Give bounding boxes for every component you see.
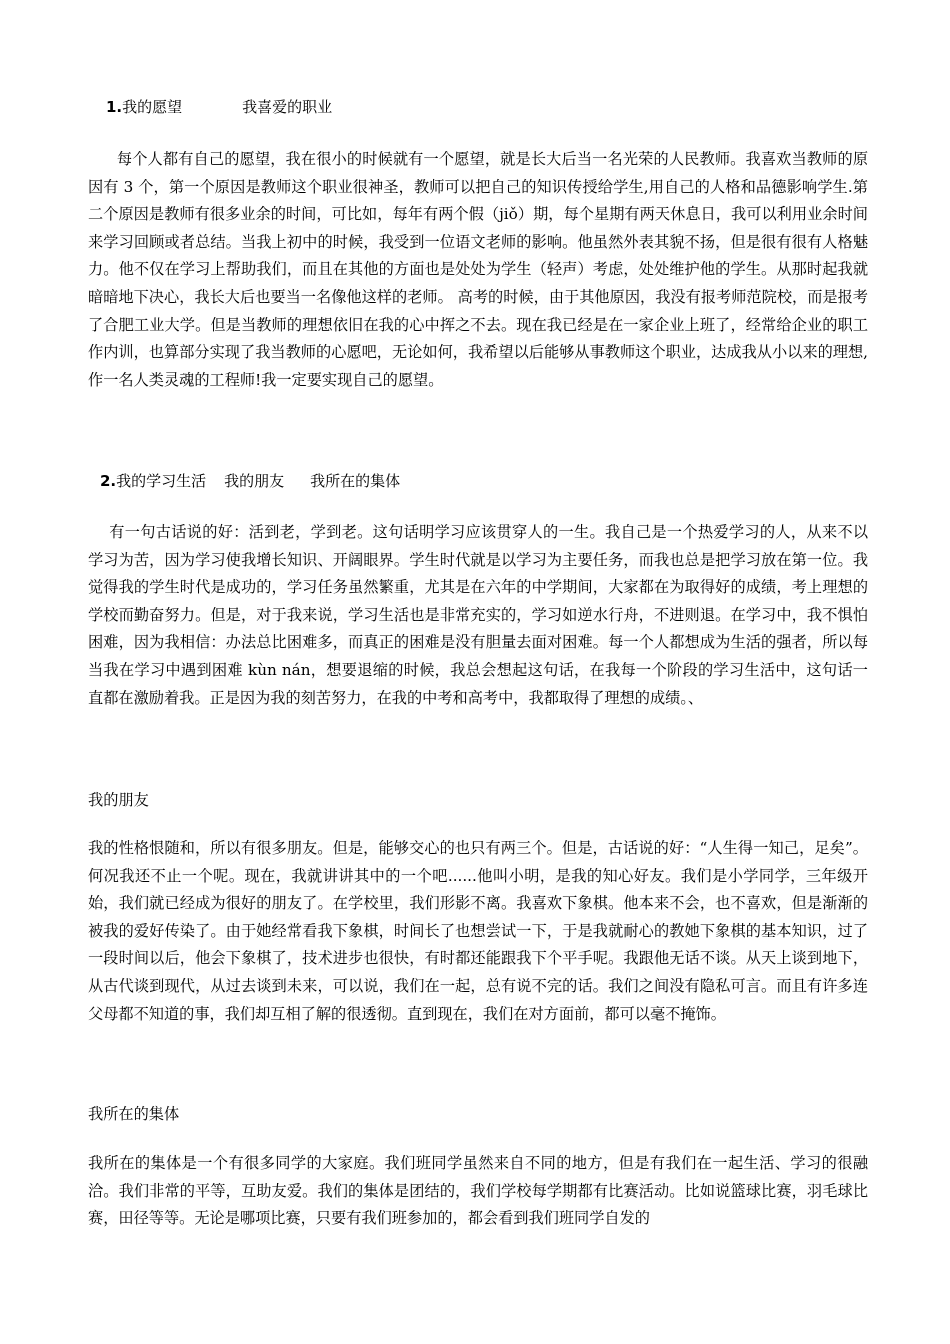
section-1-number: 1. — [106, 98, 123, 116]
section-1-title-a: 我的愿望 — [122, 98, 183, 116]
section-1-body: 每个人都有自己的愿望，我在很小的时候就有一个愿望，就是长大后当一名光荣的人民教师。我喜欢当教师的原因有 3 个，第一个原因是教师这个职业很神圣，教师可以把自己的知识传授给学生,用自己的人格和品德影响学生.第二个原因是教师有很多业余的时间，可比如，每年有两个假（jiǒ）期，每个星期有两天休息日，我可以利用业余时间来学习回顾或者总结。当我上初中的时候，我受到一位语文老师的影响。他虽然外表其貌不扬，但是很有很有人格魅力。他不仅在学习上帮助我们，而且在其他的方面也是处处为学生（轻声）考虑，处处维护他的学生。从那时起我就暗暗地下决心，我长大后也要当一名像他这样的老师。 高考的时候，由于其他原因，我没有报考师范院校，而是报考了合肥工业大学。但是当教师的理想依旧在我的心中挥之不去。现在我已经是在一家企业上班了，经常给企业的职工作内训，也算部分实现了我当教师的心愿吧，无论如何，我希望以后能够从事教师这个职业，达成我从小以来的理想,作一名人类灵魂的工程师!我一定要实现自己的愿望。 — [88, 150, 868, 389]
section-2-number: 2. — [100, 472, 117, 490]
collective-heading: 我所在的集体 — [88, 1105, 180, 1123]
friend-heading: 我的朋友 — [88, 791, 149, 809]
friend-body: 我的性格恨随和，所以有很多朋友。但是，能够交心的也只有两三个。但是，古话说的好：“人生得一知己，足矣”。何况我还不止一个呢。现在，我就讲讲其中的一个吧......他叫小明，是我的知心好友。我们是小学同学，三年级开始，我们就已经成为很好的朋友了。在学校里，我们形影不离。我喜欢下象棋。他本来不会，也不喜欢，但是渐渐的被我的爱好传染了。由于她经常看我下象棋，时间长了也想尝试一下，于是我就耐心的教她下象棋的基本知识，过了一段时间以后，他会下象棋了，技术进步也很快，有时都还能跟我下个平手呢。我跟他无话不谈。从天上谈到地下，从古代谈到现代，从过去谈到未来，可以说，我们在一起，总有说不完的话。我们之间没有隐私可言。而且有许多连父母都不知道的事，我们却互相了解的很透彻。直到现在，我们在对方面前，都可以毫不掩饰。 — [88, 839, 868, 1023]
section-1-heading — [106, 97, 332, 117]
section-2-body: 有一句古话说的好：活到老，学到老。这句话明学习应该贯穿人的一生。我自己是一个热爱学习的人，从来不以学习为苦，因为学习使我增长知识、开阔眼界。学生时代就是以学习为主要任务，而我也总是把学习放在第一位。我觉得我的学生时代是成功的，学习任务虽然繁重，尤其是在六年的中学期间，大家都在为取得好的成绩，考上理想的学校而勤奋努力。但是，对于我来说，学习生活也是非常充实的，学习如逆水行舟，不进则退。在学习中，我不惧怕困难，因为我相信：办法总比困难多，而真正的困难是没有胆量去面对困难。每一个人都想成为生活的强者，所以每当我在学习中遇到困难 kùn nán，想要退缩的时候，我总会想起这句话，在我每一个阶段的学习生活中，这句话一直都在激励着我。正是因为我的刻苦努力，在我的中考和高考中，我都取得了理想的成绩。、 — [88, 523, 868, 707]
section-2-title-b: 我的朋友 — [224, 472, 285, 490]
section-2-heading — [100, 471, 400, 491]
section-1-title-b: 我喜爱的职业 — [242, 98, 333, 116]
section-2-title-c: 我所在的集体 — [310, 472, 401, 490]
section-2-title-a: 我的学习生活 — [116, 472, 207, 490]
collective-body: 我所在的集体是一个有很多同学的大家庭。我们班同学虽然来自不同的地方，但是有我们在一起生活、学习的很融洽。我们非常的平等，互助友爱。我们的集体是团结的，我们学校每学期都有比赛活动。比如说篮球比赛，羽毛球比赛，田径等等。无论是哪项比赛，只要有我们班参加的，都会看到我们班同学自发的 — [88, 1154, 868, 1228]
